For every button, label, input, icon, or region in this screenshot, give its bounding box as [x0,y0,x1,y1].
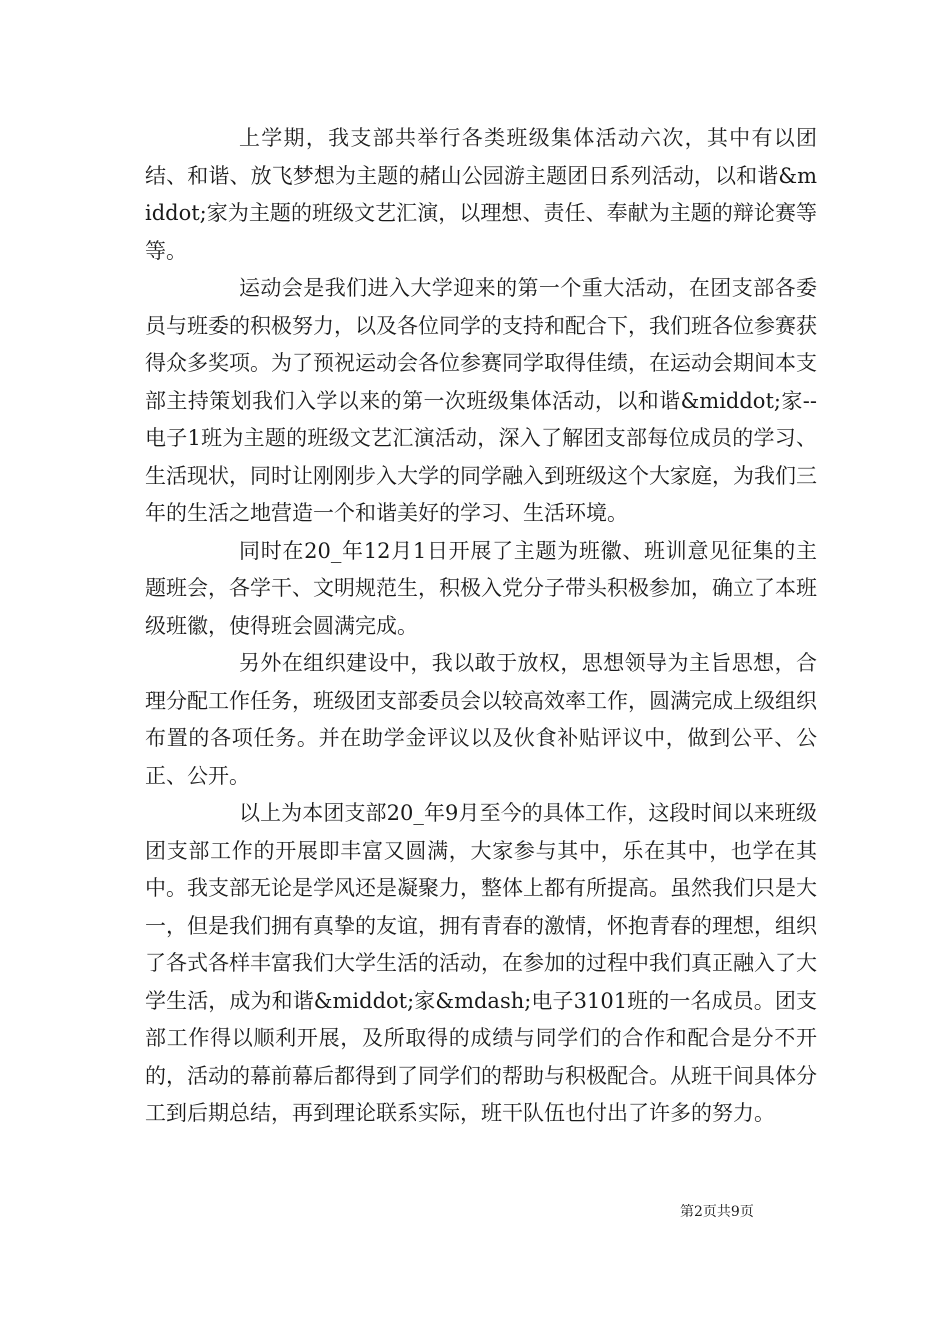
paragraph-summary: 以上为本团支部20_年9月至今的具体工作，这段时间以来班级团支部工作的开展即丰富又圆满，大家参与其中，乐在其中，也学在其中。我支部无论是学风还是凝聚力，整体上都有所提高。虽然我们只是大一，但是我们拥有真挚的友谊，拥有青春的激情，怀抱青春的理想，组织了各式各样丰富我们大学生活的活动，在参加的过程中我们真正融入了大学生活，成为和谐&middot;家&mdash;电子3101班的一名成员。团支部工作得以顺利开展，及所取得的成绩与同学们的合作和配合是分不开的，活动的幕前幕后都得到了同学们的帮助与积极配合。从班干间具体分工到后期总结，再到理论联系实际，班干队伍也付出了许多的努力。 [145,801,817,1125]
page-number: 第2页共9页 [680,1204,754,1220]
paragraph-class-meeting: 同时在20_年12月1日开展了主题为班徽、班训意见征集的主题班会，各学干、文明规范生，积极入党分子带头积极参加，确立了本班级班徽，使得班会圆满完成。 [145,538,817,638]
paragraph-activities: 上学期，我支部共举行各类班级集体活动六次，其中有以团结、和谐、放飞梦想为主题的赭山公园游主题团日系列活动，以和谐&middot;家为主题的班级文艺汇演，以理想、责任、奉献为主题的辩论赛等等。 [145,126,817,263]
paragraph-organization: 另外在组织建设中，我以敢于放权，思想领导为主旨思想，合理分配工作任务，班级团支部委员会以较高效率工作，圆满完成上级组织布置的各项任务。并在助学金评议以及伙食补贴评议中，做到公平、公正、公开。 [145,651,817,788]
document-body [145,120,817,1133]
paragraph-sports-meeting: 运动会是我们进入大学迎来的第一个重大活动，在团支部各委员与班委的积极努力，以及各位同学的支持和配合下，我们班各位参赛获得众多奖项。为了预祝运动会各位参赛同学取得佳绩，在运动会期间本支部主持策划我们入学以来的第一次班级集体活动，以和谐&middot;家--电子1班为主题的班级文艺汇演活动，深入了解团支部每位成员的学习、生活现状，同时让刚刚步入大学的同学融入到班级这个大家庭，为我们三年的生活之地营造一个和谐美好的学习、生活环境。 [145,276,817,525]
